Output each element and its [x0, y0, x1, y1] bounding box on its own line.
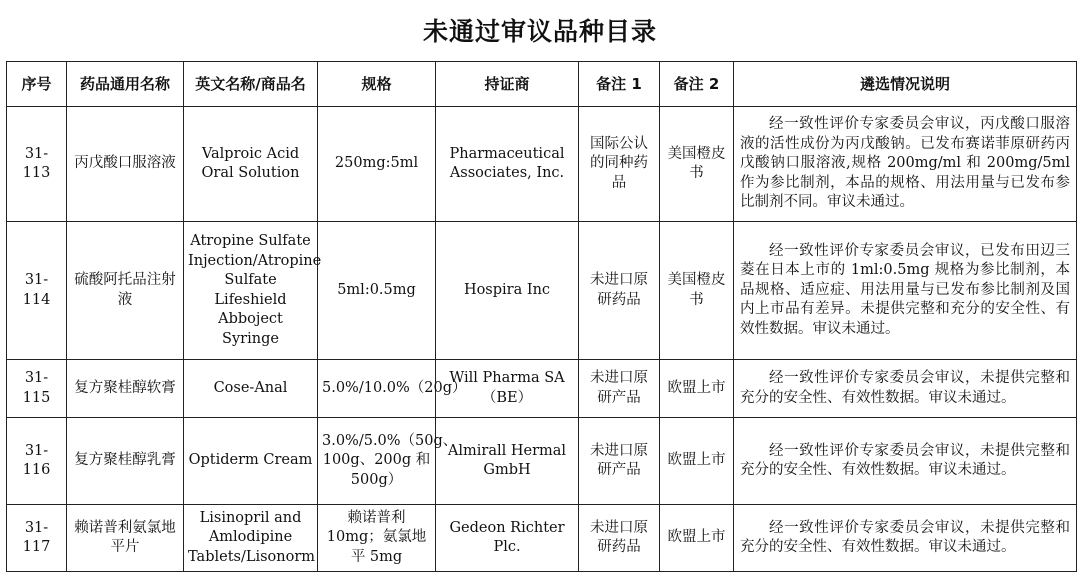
page-title: 未通过审议品种目录 [422, 17, 657, 46]
cell-seq: 31-115 [7, 360, 67, 418]
cell-remark2: 欧盟上市 [660, 505, 734, 572]
cell-english-name: Optiderm Cream [184, 418, 318, 505]
header-generic-name: 药品通用名称 [67, 62, 184, 107]
cell-spec: 赖诺普利 10mg；氨氯地平 5mg [318, 505, 436, 572]
table-row [7, 505, 1077, 572]
cell-generic-name: 硫酸阿托品注射液 [67, 222, 184, 360]
cell-generic-name: 复方聚桂醇乳膏 [67, 418, 184, 505]
header-explanation: 遴选情况说明 [734, 62, 1077, 107]
table-row [7, 222, 1077, 360]
header-remark1: 备注 1 [579, 62, 660, 107]
cell-remark1: 未进口原研药品 [579, 222, 660, 360]
cell-english-name: Valproic Acid Oral Solution [184, 107, 318, 222]
cell-seq: 31-116 [7, 418, 67, 505]
cell-seq: 31-114 [7, 222, 67, 360]
cell-remark2: 美国橙皮书 [660, 222, 734, 360]
cell-remark2: 美国橙皮书 [660, 107, 734, 222]
cell-holder: Hospira Inc [436, 222, 579, 360]
cell-explanation: 经一致性评价专家委员会审议，未提供完整和充分的安全性、有效性数据。审议未通过。 [734, 505, 1077, 572]
header-seq: 序号 [7, 62, 67, 107]
cell-spec: 3.0%/5.0%（50g、100g、200g 和 500g） [318, 418, 436, 505]
cell-generic-name: 丙戊酸口服溶液 [67, 107, 184, 222]
table-row [7, 107, 1077, 222]
cell-generic-name: 复方聚桂醇软膏 [67, 360, 184, 418]
cell-seq: 31-117 [7, 505, 67, 572]
cell-remark1: 国际公认的同种药品 [579, 107, 660, 222]
cell-explanation: 经一致性评价专家委员会审议，丙戊酸口服溶液的活性成份为丙戊酸钠。已发布赛诺菲原研药丙戊酸钠口服溶液,规格 200mg/ml 和 200mg/5ml 作为参比制剂，本品的规格、用法用量与已发布参比制剂不同。审议未通过。 [734, 107, 1077, 222]
cell-remark1: 未进口原研产品 [579, 360, 660, 418]
cell-remark1: 未进口原研产品 [579, 418, 660, 505]
cell-remark2: 欧盟上市 [660, 360, 734, 418]
header-spec: 规格 [318, 62, 436, 107]
cell-remark2: 欧盟上市 [660, 418, 734, 505]
header-english-name: 英文名称/商品名 [184, 62, 318, 107]
cell-explanation: 经一致性评价专家委员会审议，未提供完整和充分的安全性、有效性数据。审议未通过。 [734, 418, 1077, 505]
cell-generic-name: 赖诺普利氨氯地平片 [67, 505, 184, 572]
catalog-table [6, 61, 1077, 572]
cell-explanation: 经一致性评价专家委员会审议，未提供完整和充分的安全性、有效性数据。审议未通过。 [734, 360, 1077, 418]
cell-explanation: 经一致性评价专家委员会审议，已发布田辺三菱在日本上市的 1ml:0.5mg 规格为参比制剂，本品规格、适应症、用法用量与已发布参比制剂及国内上市品有差异。未提供完整和充分的安全性、有效性数据。审议未通过。 [734, 222, 1077, 360]
header-holder: 持证商 [436, 62, 579, 107]
cell-english-name: Cose-Anal [184, 360, 318, 418]
cell-holder: Will Pharma SA（BE） [436, 360, 579, 418]
cell-holder: Almirall Hermal GmbH [436, 418, 579, 505]
cell-spec: 5ml:0.5mg [318, 222, 436, 360]
table-header-row [7, 62, 1077, 107]
cell-remark1: 未进口原研药品 [579, 505, 660, 572]
table-row [7, 418, 1077, 505]
cell-holder: Gedeon Richter Plc. [436, 505, 579, 572]
cell-spec: 250mg:5ml [318, 107, 436, 222]
cell-spec: 5.0%/10.0%（20g） [318, 360, 436, 418]
cell-seq: 31-113 [7, 107, 67, 222]
cell-english-name: Atropine Sulfate Injection/Atropine Sulfate Lifeshield Abboject Syringe [184, 222, 318, 360]
header-remark2: 备注 2 [660, 62, 734, 107]
table-row [7, 360, 1077, 418]
cell-english-name: Lisinopril and Amlodipine Tablets/Lisonorm [184, 505, 318, 572]
cell-holder: Pharmaceutical Associates, Inc. [436, 107, 579, 222]
